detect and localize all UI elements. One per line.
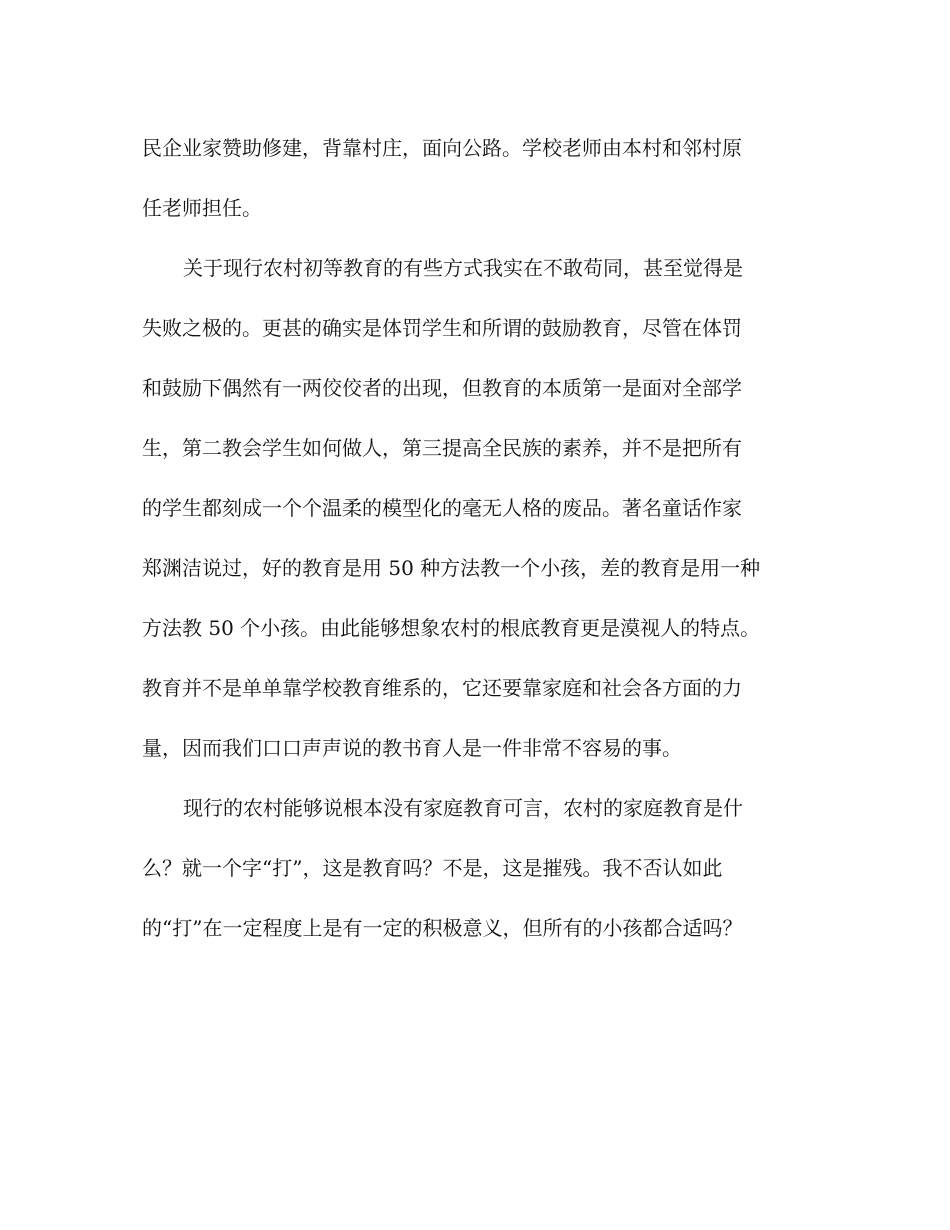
paragraph-first-line: 关于现行农村初等教育的有些方式我实在不敢苟同，甚至觉得是 xyxy=(183,256,743,280)
text-line: 么？就一个字“打”，这是教育吗？不是，这是摧残。我不否认如此 xyxy=(142,856,723,880)
text-line: 任老师担任。 xyxy=(142,196,262,220)
body-text xyxy=(142,118,822,958)
text-line: 生，第二教会学生如何做人，第三提高全民族的素养，并不是把所有 xyxy=(142,436,742,460)
text-line: 失败之极的。更甚的确实是体罚学生和所谓的鼓励教育，尽管在体罚 xyxy=(142,316,742,340)
text-line: 方法教 50 个小孩。由此能够想象农村的根底教育更是漠视人的特点。 xyxy=(142,616,761,640)
text-line: 郑渊洁说过，好的教育是用 50 种方法教一个小孩，差的教育是用一种 xyxy=(142,556,761,580)
text-line: 的“打”在一定程度上是有一定的积极意义，但所有的小孩都合适吗？ xyxy=(142,916,743,940)
text-line: 量，因而我们口口声声说的教书育人是一件非常不容易的事。 xyxy=(142,736,682,760)
text-line: 民企业家赞助修建，背靠村庄，面向公路。学校老师由本村和邻村原 xyxy=(142,136,742,160)
text-line: 的学生都刻成一个个温柔的模型化的毫无人格的废品。著名童话作家 xyxy=(142,496,742,520)
text-line: 和鼓励下偶然有一两佼佼者的出现，但教育的本质第一是面对全部学 xyxy=(142,376,742,400)
text-line: 教育并不是单单靠学校教育维系的，它还要靠家庭和社会各方面的力 xyxy=(142,676,742,700)
paragraph-first-line: 现行的农村能够说根本没有家庭教育可言，农村的家庭教育是什 xyxy=(183,796,743,820)
